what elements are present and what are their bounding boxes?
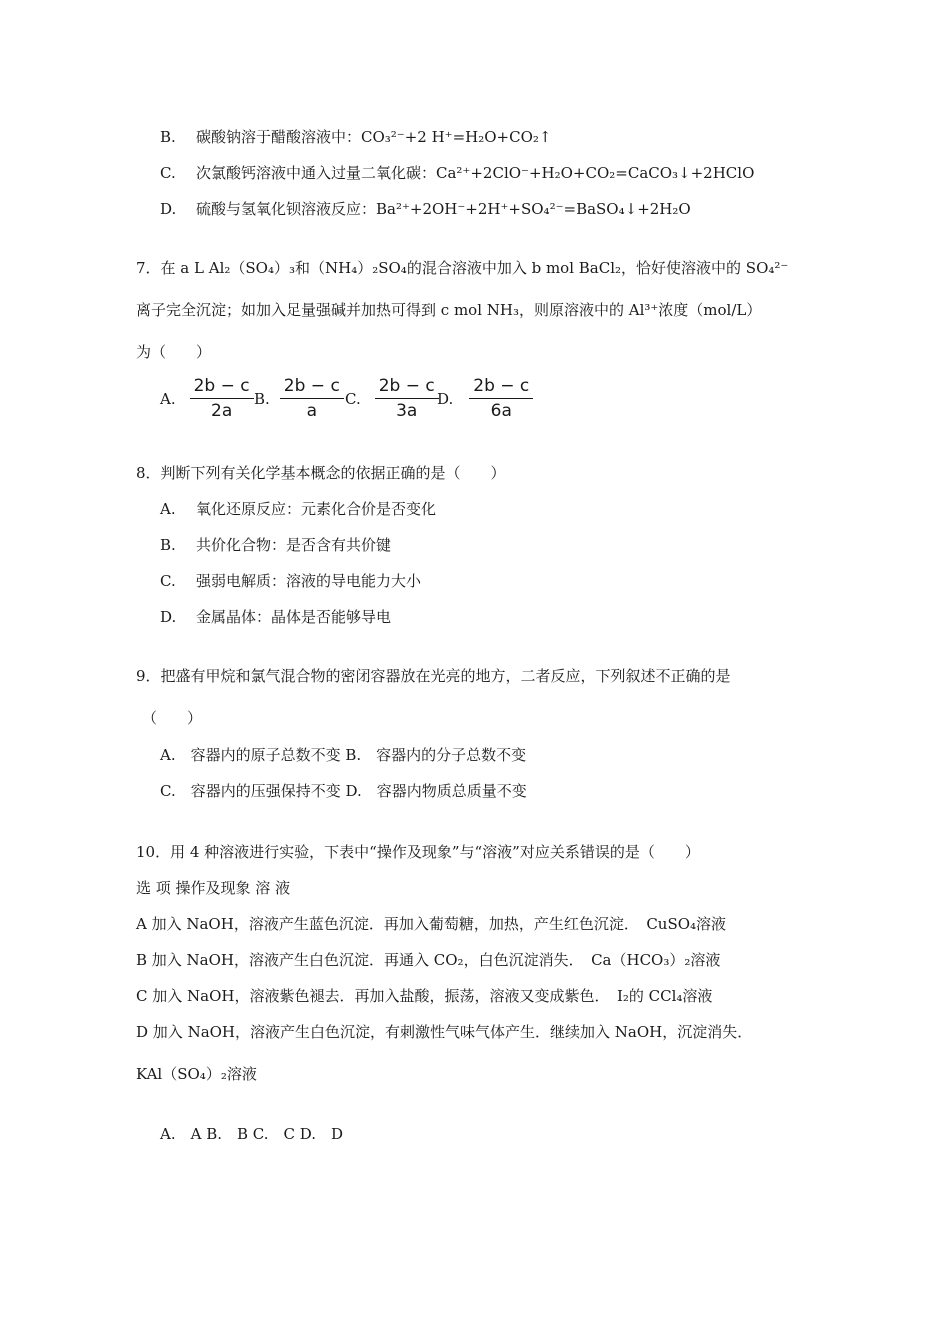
fraction [469, 376, 533, 421]
option-letter: B. [160, 128, 176, 146]
option-text: 强弱电解质：溶液的导电能力大小 [196, 572, 422, 590]
q8-option-b [160, 535, 391, 555]
q6-option-b [160, 127, 551, 147]
option-text: 金属晶体：晶体是否能够导电 [196, 608, 392, 626]
q10-row-c: C 加入 NaOH，溶液紫色褪去．再加入盐酸，振荡，溶液又变成紫色． I₂的 CCl₄溶液 [136, 987, 713, 1005]
option-letter: D. [160, 608, 177, 626]
q8-option-c [160, 571, 421, 591]
fraction [190, 376, 254, 421]
q8-option-a [160, 499, 436, 519]
q10-row-d-line1: D 加入 NaOH，溶液产生白色沉淀，有刺激性气味气体产生．继续加入 NaOH，沉淀消失． [136, 1023, 753, 1041]
option-text: 氧化还原反应：元素化合价是否变化 [196, 500, 437, 518]
option-letter: D. [160, 200, 177, 218]
q8-stem: 8．判断下列有关化学基本概念的依据正确的是（ ） [136, 464, 506, 482]
option-letter: C. [345, 389, 361, 408]
option-text: 硫酸与氢氧化钡溶液反应：Ba²⁺+2OH⁻+2H⁺+SO₄²⁻=BaSO₄↓+2H₂O [196, 200, 691, 218]
q9-options-row1: A. 容器内的原子总数不变 B. 容器内的分子总数不变 [160, 746, 527, 764]
fraction-numerator: 2b − c [375, 376, 439, 399]
q8-option-d [160, 607, 391, 627]
q7-option-c [345, 376, 439, 421]
q10-row-b: B 加入 NaOH，溶液产生白色沉淀．再通入 CO₂，白色沉淀消失． Ca（HCO₃）₂溶液 [136, 951, 721, 969]
option-letter: C. [160, 164, 176, 182]
q10-row-d-line2: KAl（SO₄）₂溶液 [136, 1065, 257, 1083]
option-letter: B. [254, 389, 270, 408]
q7-option-b [254, 376, 344, 421]
fraction-numerator: 2b − c [190, 376, 254, 399]
fraction-denominator: 6a [490, 401, 512, 421]
q6-option-d [160, 199, 691, 219]
option-letter: C. [160, 572, 176, 590]
fraction-denominator: 3a [396, 401, 418, 421]
fraction-denominator: a [306, 401, 318, 421]
fraction [375, 376, 439, 421]
q10-table-header: 选 项 操作及现象 溶 液 [136, 879, 291, 897]
q7-option-d [437, 376, 533, 421]
option-letter: B. [160, 536, 176, 554]
q9-stem-line1: 9．把盛有甲烷和氯气混合物的密闭容器放在光亮的地方，二者反应，下列叙述不正确的是 [136, 667, 731, 685]
fraction-numerator: 2b − c [469, 376, 533, 399]
q6-option-c [160, 163, 754, 183]
fraction-denominator: 2a [211, 401, 233, 421]
q9-options-row2: C. 容器内的压强保持不变 D. 容器内物质总质量不变 [160, 782, 527, 800]
q10-stem: 10．用 4 种溶液进行实验，下表中“操作及现象”与“溶液”对应关系错误的是（ ） [136, 843, 700, 861]
option-text: 次氯酸钙溶液中通入过量二氧化碳：Ca²⁺+2ClO⁻+H₂O+CO₂=CaCO₃↓+2HClO [196, 164, 755, 182]
option-text: 碳酸钠溶于醋酸溶液中：CO₃²⁻+2 H⁺=H₂O+CO₂↑ [196, 128, 552, 146]
option-letter: A. [160, 500, 176, 518]
option-letter: A. [160, 389, 176, 408]
option-text: 共价化合物：是否含有共价键 [196, 536, 392, 554]
q9-stem-line2: （ ） [142, 709, 203, 727]
q10-row-a: A 加入 NaOH，溶液产生蓝色沉淀．再加入葡萄糖，加热，产生红色沉淀． CuSO₄溶液 [136, 915, 727, 933]
q7-stem-line2: 离子完全沉淀；如加入足量强碱并加热可得到 c mol NH₃，则原溶液中的 Al³⁺浓度（mol/L） [136, 301, 762, 319]
q7-option-a [160, 376, 254, 421]
fraction-numerator: 2b − c [280, 376, 344, 399]
q7-stem-line1: 7．在 a L Al₂（SO₄）₃和（NH₄）₂SO₄的混合溶液中加入 b mol BaCl₂，恰好使溶液中的 SO₄²⁻ [136, 259, 789, 277]
fraction [280, 376, 344, 421]
q10-answer-options: A. A B. B C. C D. D [160, 1125, 344, 1143]
option-letter: D. [437, 389, 454, 408]
q7-stem-line3: 为（ ） [136, 343, 212, 361]
